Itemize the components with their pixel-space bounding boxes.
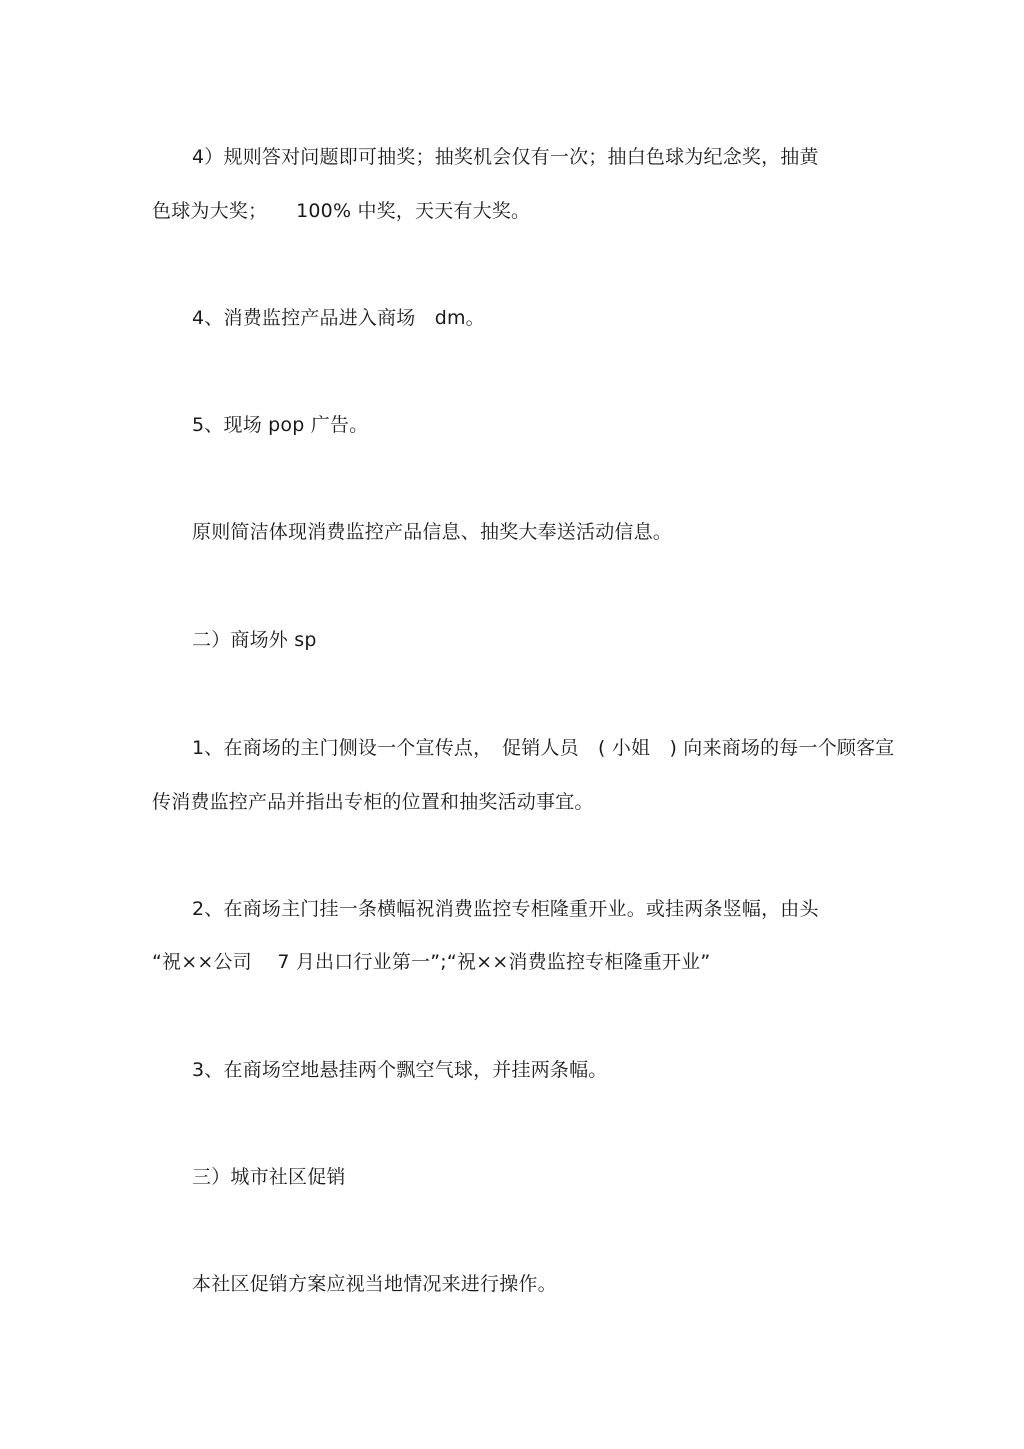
item-1-line-1: 1、在商场的主门侧设一个宣传点， 促销人员 ( 小姐 ) 向来商场的每一个顾客宣 [192, 737, 895, 759]
item-pop: 5、现场 pop 广告。 [192, 414, 369, 436]
section-heading-3: 三）城市社区促销 [192, 1166, 346, 1188]
community-text: 本社区促销方案应视当地情况来进行操作。 [192, 1273, 557, 1295]
principle-text: 原则简洁体现消费监控产品信息、抽奖大奉送活动信息。 [192, 521, 673, 543]
rule-line-1: 4）规则答对问题即可抽奖；抽奖机会仅有一次；抽白色球为纪念奖，抽黄 [192, 146, 819, 168]
item-dm: 4、消费监控产品进入商场 dm。 [192, 307, 485, 329]
rule-line-2: 色球为大奖； 100% 中奖，天天有大奖。 [152, 200, 531, 222]
item-2-line-2: “祝××公司 7 月出口行业第一”;“祝××消费监控专柜隆重开业” [152, 951, 711, 973]
item-2-line-1: 2、在商场主门挂一条横幅祝消费监控专柜隆重开业。或挂两条竖幅，由头 [192, 898, 819, 920]
item-1-line-2: 传消费监控产品并指出专柜的位置和抽奖活动事宜。 [152, 791, 594, 813]
item-3: 3、在商场空地悬挂两个飘空气球，并挂两条幅。 [192, 1059, 608, 1081]
section-heading-2: 二）商场外 sp [192, 629, 317, 651]
